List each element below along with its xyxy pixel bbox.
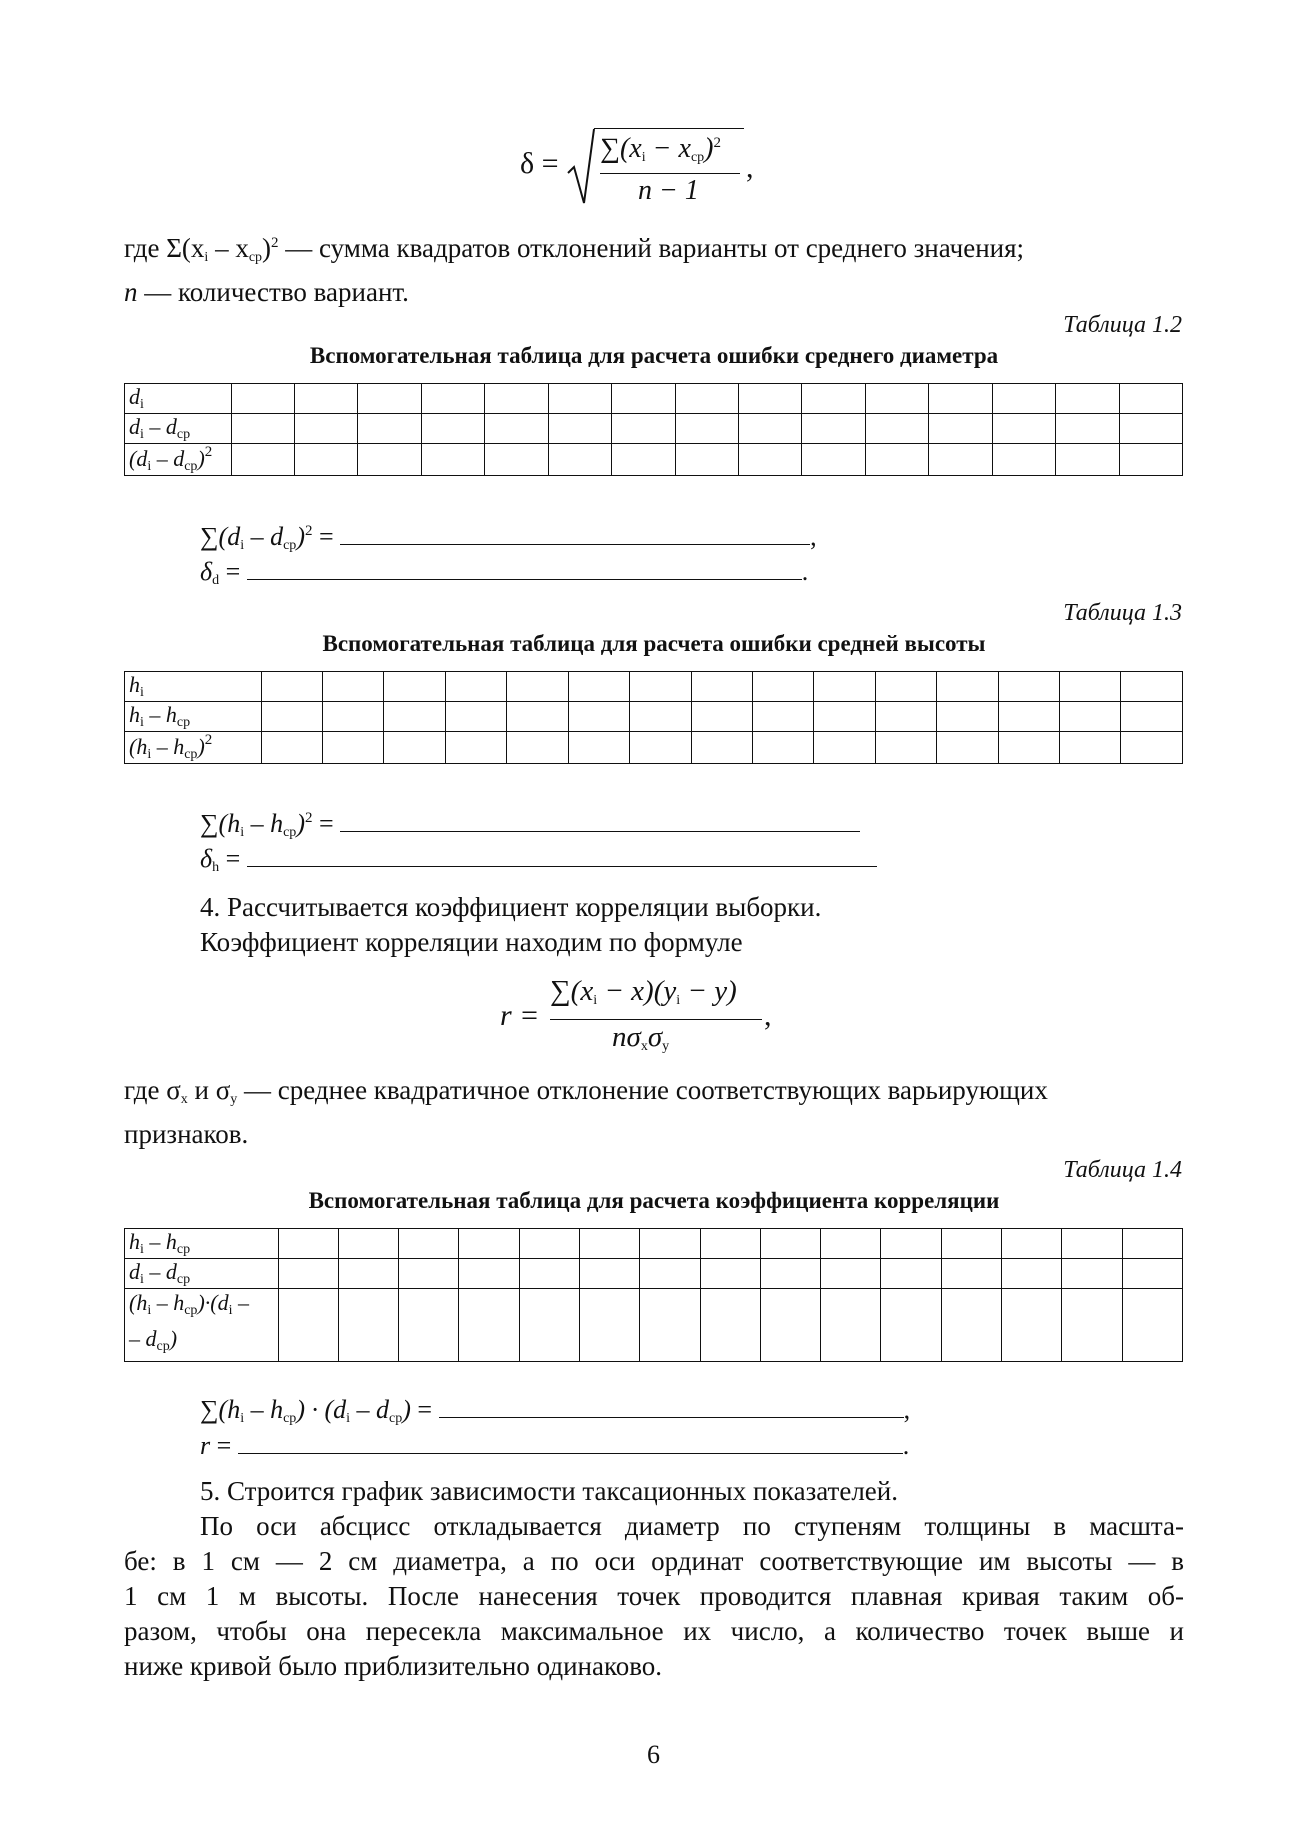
table-cell[interactable] <box>937 672 998 702</box>
table-cell[interactable] <box>1062 1259 1122 1289</box>
table-cell[interactable] <box>568 732 629 764</box>
formula-delta-fraction-bar <box>600 173 740 174</box>
table-cell[interactable] <box>579 1229 639 1259</box>
table-row <box>125 732 1183 764</box>
table-1-2 <box>124 383 1183 476</box>
step-5-paragraph <box>124 1509 1184 1684</box>
table-cell[interactable] <box>1062 1289 1122 1362</box>
table-cell[interactable] <box>278 1259 338 1289</box>
table-cell[interactable] <box>384 672 445 702</box>
table-cell[interactable] <box>992 414 1055 444</box>
sum-line-1-4-b: r = . <box>200 1427 909 1461</box>
table-cell[interactable] <box>1062 1229 1122 1259</box>
table-cell[interactable] <box>929 444 992 476</box>
table-cell[interactable] <box>929 384 992 414</box>
table-cell[interactable] <box>1001 1289 1061 1362</box>
table-cell[interactable] <box>384 732 445 764</box>
table-cell[interactable] <box>640 1259 700 1289</box>
table-cell[interactable] <box>612 414 675 444</box>
table-1-3-caption: Таблица 1.3 <box>1063 600 1182 626</box>
table-cell[interactable] <box>1056 414 1119 444</box>
table-cell[interactable] <box>261 732 322 764</box>
table-cell[interactable] <box>739 414 802 444</box>
table-1-2-caption: Таблица 1.2 <box>1063 312 1182 338</box>
table-cell[interactable] <box>399 1289 459 1362</box>
table-cell[interactable] <box>485 384 548 414</box>
table-cell[interactable] <box>752 672 813 702</box>
table-cell[interactable] <box>338 1229 398 1259</box>
formula-delta <box>520 125 780 210</box>
table-cell[interactable] <box>278 1229 338 1259</box>
table-cell[interactable] <box>1122 1259 1182 1289</box>
table-cell[interactable] <box>1059 702 1120 732</box>
table-cell[interactable] <box>445 702 506 732</box>
table-cell[interactable] <box>630 702 691 732</box>
formula-delta-sqrt-bar <box>594 128 744 129</box>
table-cell[interactable] <box>485 444 548 476</box>
table-cell[interactable] <box>231 444 294 476</box>
table-cell[interactable] <box>568 702 629 732</box>
where2-line-1: где $\sigma_x$ и $\sigma_y$ — среднее квадратичное отклонение соответствующих варьирующих <box>124 1075 1048 1107</box>
table-cell[interactable] <box>941 1289 1001 1362</box>
formula-delta-lhs: δ = <box>520 147 559 180</box>
fill-line[interactable] <box>439 1391 904 1418</box>
step5-line-3: 1 см 1 м высоты. После нанесения точек проводится плавная кривая таким об- <box>124 1581 1184 1611</box>
table-cell[interactable] <box>929 414 992 444</box>
formula-r-trailing: , <box>764 999 772 1032</box>
where-paragraph-1 <box>124 226 1184 310</box>
table-cell[interactable] <box>261 702 322 732</box>
table-cell[interactable] <box>421 384 484 414</box>
table-cell[interactable] <box>612 444 675 476</box>
table-cell[interactable] <box>865 384 928 414</box>
row-label-product: $(h_i - h_{ср})\cdot(d_i$ – – $d_{ср}$) <box>125 1289 279 1362</box>
row-label-hi: $h_i$ <box>125 672 262 702</box>
table-cell[interactable] <box>875 672 936 702</box>
table-cell[interactable] <box>507 672 568 702</box>
step-4-line-1: 4. Рассчитывается коэффициент корреляции выборки. <box>200 892 822 922</box>
fill-line[interactable] <box>340 518 810 545</box>
table-cell[interactable] <box>700 1259 760 1289</box>
table-cell[interactable] <box>640 1289 700 1362</box>
table-cell[interactable] <box>760 1259 820 1289</box>
row-label-hi-hcp: $h_i - h_{ср}$ <box>125 1229 279 1259</box>
step5-line-1: По оси абсцисс откладывается диаметр по ступеням толщины в масшта- <box>200 1511 1184 1541</box>
formula-r-denominator: $n\sigma_x\sigma_y$ <box>612 1021 670 1054</box>
formula-delta-trailing: , <box>746 151 754 184</box>
table-row <box>125 672 1183 702</box>
table-cell[interactable] <box>998 672 1059 702</box>
table-cell[interactable] <box>459 1229 519 1259</box>
table-cell[interactable] <box>700 1289 760 1362</box>
table-cell[interactable] <box>323 702 384 732</box>
table-cell[interactable] <box>752 702 813 732</box>
step5-line-4: разом, чтобы она пересекла максимальное их число, а количество точек выше и <box>124 1616 1184 1646</box>
table-cell[interactable] <box>941 1229 1001 1259</box>
table-cell[interactable] <box>358 384 421 414</box>
table-cell[interactable] <box>675 414 738 444</box>
table-cell[interactable] <box>739 444 802 476</box>
table-cell[interactable] <box>630 732 691 764</box>
table-cell[interactable] <box>700 1229 760 1259</box>
table-cell[interactable] <box>881 1289 941 1362</box>
table-cell[interactable] <box>1119 384 1182 414</box>
sum-line-1-3-a: $\sum(h_i - h_{ср})^2$ = <box>200 805 860 841</box>
formula-delta-numerator: $\sum(x_i - x_{cp})^2$ <box>600 133 721 165</box>
table-cell[interactable] <box>338 1259 398 1289</box>
table-1-3 <box>124 671 1183 764</box>
row-label-di-dcp-sq: $(d_i - d_{ср})^2$ <box>125 444 232 476</box>
table-cell[interactable] <box>548 384 611 414</box>
fill-line[interactable] <box>247 553 802 580</box>
table-cell[interactable] <box>399 1259 459 1289</box>
table-cell[interactable] <box>691 732 752 764</box>
table-cell[interactable] <box>691 702 752 732</box>
table-cell[interactable] <box>278 1289 338 1362</box>
table-row <box>125 414 1183 444</box>
table-cell[interactable] <box>821 1289 881 1362</box>
table-cell[interactable] <box>1056 384 1119 414</box>
table-cell[interactable] <box>760 1289 820 1362</box>
table-row <box>125 384 1183 414</box>
table-cell[interactable] <box>1001 1259 1061 1289</box>
formula-r-fraction-bar <box>550 1019 762 1020</box>
table-cell[interactable] <box>881 1259 941 1289</box>
table-cell[interactable] <box>519 1289 579 1362</box>
table-row <box>125 702 1183 732</box>
table-cell[interactable] <box>675 384 738 414</box>
formula-r-numerator: $\sum(x_i - x)(y_i - y)$ <box>550 975 737 1008</box>
fill-line[interactable] <box>247 840 877 867</box>
table-cell[interactable] <box>998 732 1059 764</box>
table-cell[interactable] <box>640 1229 700 1259</box>
table-cell[interactable] <box>814 702 875 732</box>
table-cell[interactable] <box>384 702 445 732</box>
row-label-di-dcp: $d_i - d_{ср}$ <box>125 414 232 444</box>
table-cell[interactable] <box>507 732 568 764</box>
table-1-4-caption: Таблица 1.4 <box>1063 1157 1182 1183</box>
table-row <box>125 1259 1183 1289</box>
table-cell[interactable] <box>992 384 1055 414</box>
table-cell[interactable] <box>445 672 506 702</box>
table-cell[interactable] <box>802 444 865 476</box>
table-cell[interactable] <box>231 414 294 444</box>
table-cell[interactable] <box>612 384 675 414</box>
fill-line[interactable] <box>238 1427 903 1454</box>
where2-line-2: признаков. <box>124 1119 249 1149</box>
step5-line-2: бе: в 1 см — 2 см диаметра, а по оси ординат соответствующие им высоты — в <box>124 1546 1184 1576</box>
step-5-heading: 5. Строится график зависимости таксационных показателей. <box>200 1476 898 1506</box>
table-cell[interactable] <box>1119 444 1182 476</box>
sum-line-1-4-a: $\sum(h_i - h_{ср}) \cdot (d_i - d_{ср})$ = , <box>200 1391 910 1427</box>
step5-line-5: ниже кривой было приблизительно одинаково. <box>124 1651 663 1681</box>
table-cell[interactable] <box>881 1229 941 1259</box>
table-cell[interactable] <box>1119 414 1182 444</box>
table-row <box>125 1289 1183 1362</box>
table-cell[interactable] <box>675 444 738 476</box>
table-cell[interactable] <box>485 414 548 444</box>
table-cell[interactable] <box>295 414 358 444</box>
table-cell[interactable] <box>937 732 998 764</box>
table-cell[interactable] <box>802 414 865 444</box>
table-cell[interactable] <box>1059 672 1120 702</box>
step-4-line-2: Коэффициент корреляции находим по формуле <box>200 927 743 957</box>
table-row <box>125 444 1183 476</box>
table-cell[interactable] <box>752 732 813 764</box>
table-cell[interactable] <box>865 444 928 476</box>
table-cell[interactable] <box>814 732 875 764</box>
table-cell[interactable] <box>821 1229 881 1259</box>
table-cell[interactable] <box>760 1229 820 1259</box>
table-cell[interactable] <box>1059 732 1120 764</box>
table-cell[interactable] <box>295 384 358 414</box>
table-cell[interactable] <box>579 1259 639 1289</box>
table-cell[interactable] <box>323 672 384 702</box>
table-cell[interactable] <box>358 414 421 444</box>
table-cell[interactable] <box>568 672 629 702</box>
table-cell[interactable] <box>802 384 865 414</box>
table-1-2-title: Вспомогательная таблица для расчета ошибки среднего диаметра <box>309 343 999 368</box>
row-label-hi-hcp-sq: $(h_i - h_{ср})^2$ <box>125 732 262 764</box>
table-1-4 <box>124 1228 1183 1362</box>
table-cell[interactable] <box>875 732 936 764</box>
table-cell[interactable] <box>421 444 484 476</box>
table-cell[interactable] <box>814 672 875 702</box>
table-cell[interactable] <box>459 1259 519 1289</box>
table-cell[interactable] <box>579 1289 639 1362</box>
table-cell[interactable] <box>358 444 421 476</box>
where-paragraph-2 <box>124 1073 1184 1152</box>
table-row <box>125 1229 1183 1259</box>
table-cell[interactable] <box>992 444 1055 476</box>
page-number: 6 <box>647 1740 660 1769</box>
table-cell[interactable] <box>998 702 1059 732</box>
formula-delta-denominator: n − 1 <box>638 175 699 206</box>
table-cell[interactable] <box>941 1259 1001 1289</box>
table-cell[interactable] <box>875 702 936 732</box>
table-cell[interactable] <box>1001 1229 1061 1259</box>
table-cell[interactable] <box>445 732 506 764</box>
row-label-di-dcp: $d_i - d_{ср}$ <box>125 1259 279 1289</box>
formula-r-lhs: r = <box>500 999 540 1032</box>
table-cell[interactable] <box>421 414 484 444</box>
formula-r <box>500 975 800 1065</box>
table-cell[interactable] <box>519 1259 579 1289</box>
table-cell[interactable] <box>937 702 998 732</box>
where-line-1: где $\Sigma(x_i - x_{ср})^2$ — сумма квадратов отклонений варианты от среднего значения; <box>124 233 1025 265</box>
table-cell[interactable] <box>548 444 611 476</box>
table-cell[interactable] <box>399 1229 459 1259</box>
table-cell[interactable] <box>519 1229 579 1259</box>
table-cell[interactable] <box>295 444 358 476</box>
table-cell[interactable] <box>1121 732 1183 764</box>
table-cell[interactable] <box>691 672 752 702</box>
sum-line-1-2-a: $\sum(d_i - d_{ср})^2$ = , <box>200 518 817 554</box>
table-1-3-title: Вспомогательная таблица для расчета ошибки средней высоты <box>322 631 986 656</box>
table-cell[interactable] <box>1121 702 1183 732</box>
table-cell[interactable] <box>739 384 802 414</box>
table-cell[interactable] <box>630 672 691 702</box>
table-cell[interactable] <box>821 1259 881 1289</box>
table-cell[interactable] <box>338 1289 398 1362</box>
table-cell[interactable] <box>261 672 322 702</box>
where-line-2: n — количество вариант. <box>124 277 409 307</box>
row-label-hi-hcp: $h_i - h_{ср}$ <box>125 702 262 732</box>
sum-line-1-2-b: $\delta_d$ = . <box>200 553 808 589</box>
table-cell[interactable] <box>507 702 568 732</box>
table-cell[interactable] <box>1121 672 1183 702</box>
table-cell[interactable] <box>548 414 611 444</box>
fill-line[interactable] <box>340 805 860 832</box>
table-cell[interactable] <box>1122 1289 1182 1362</box>
row-label-di: $d_i$ <box>125 384 232 414</box>
table-cell[interactable] <box>323 732 384 764</box>
table-cell[interactable] <box>231 384 294 414</box>
table-cell[interactable] <box>459 1289 519 1362</box>
sum-line-1-3-b: $\delta_h$ = <box>200 840 877 876</box>
sqrt-symbol-icon <box>566 127 596 207</box>
table-cell[interactable] <box>1122 1229 1182 1259</box>
table-1-4-title: Вспомогательная таблица для расчета коэффициента корреляции <box>308 1188 1000 1213</box>
table-cell[interactable] <box>865 414 928 444</box>
table-cell[interactable] <box>1056 444 1119 476</box>
